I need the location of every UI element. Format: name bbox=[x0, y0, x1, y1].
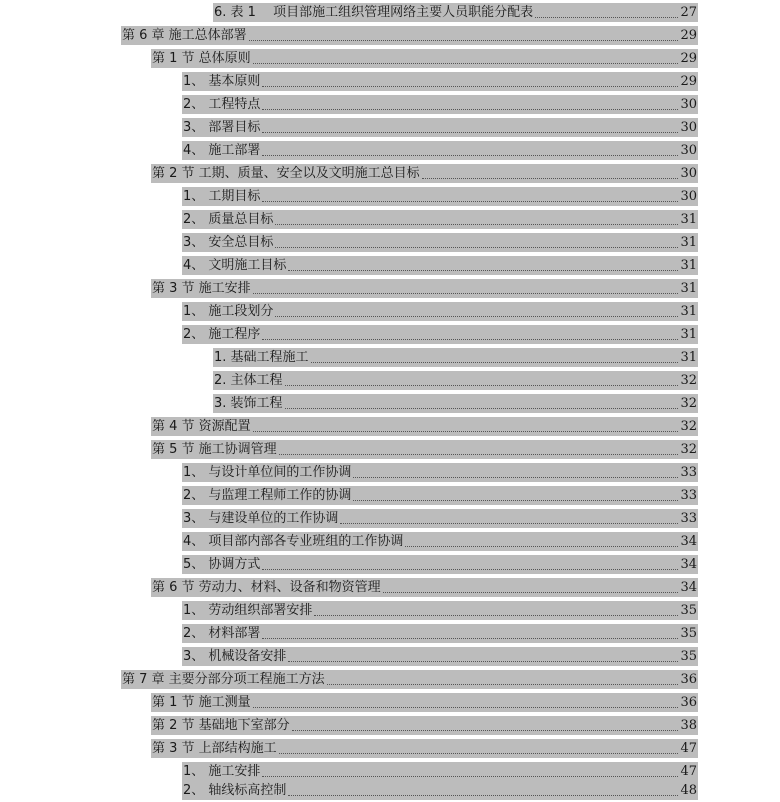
toc-entry-label: 2、 质量总目标 bbox=[183, 212, 274, 227]
toc-entry-label: 2、 材料部署 bbox=[183, 626, 261, 641]
dot-leader bbox=[288, 256, 678, 271]
toc-entry-page: 29 bbox=[680, 51, 697, 66]
toc-entry-label: 6. 表 1 项目部施工组织管理网络主要人员职能分配表 bbox=[214, 5, 534, 20]
toc-entry-label: 5、 协调方式 bbox=[183, 557, 261, 572]
toc-entry-page: 34 bbox=[680, 557, 697, 572]
toc-entry-page: 33 bbox=[680, 488, 697, 503]
toc-entry[interactable] bbox=[182, 118, 698, 137]
dot-leader bbox=[275, 210, 678, 225]
toc-entry-label: 2、 施工程序 bbox=[183, 327, 261, 342]
toc-entry-label: 2. 主体工程 bbox=[214, 373, 283, 388]
toc-entry-label: 2、 工程特点 bbox=[183, 97, 261, 112]
toc-entry-page: 29 bbox=[680, 28, 697, 43]
toc-entry-label: 4、 施工部署 bbox=[183, 143, 261, 158]
toc-entry[interactable] bbox=[182, 302, 698, 321]
dot-leader bbox=[405, 532, 678, 547]
toc-entry[interactable] bbox=[151, 693, 698, 712]
toc-entry-label: 1、 施工段划分 bbox=[183, 304, 274, 319]
toc-entry[interactable] bbox=[182, 762, 698, 781]
toc-entry-page: 32 bbox=[680, 396, 697, 411]
toc-entry-page: 32 bbox=[680, 442, 697, 457]
dot-leader bbox=[262, 187, 678, 202]
toc-entry-page: 33 bbox=[680, 511, 697, 526]
dot-leader bbox=[288, 647, 678, 662]
toc-entry[interactable] bbox=[182, 325, 698, 344]
toc-entry-page: 31 bbox=[680, 235, 697, 250]
toc-entry-label: 第 2 节 基础地下室部分 bbox=[152, 718, 290, 733]
toc-entry-label: 第 5 节 施工协调管理 bbox=[152, 442, 277, 457]
toc-entry-label: 3、 安全总目标 bbox=[183, 235, 274, 250]
toc-entry-page: 47 bbox=[680, 741, 697, 756]
dot-leader bbox=[253, 279, 679, 294]
dot-leader bbox=[275, 302, 678, 317]
toc-entry-label: 1. 基础工程施工 bbox=[214, 350, 309, 365]
toc-entry-page: 33 bbox=[680, 465, 697, 480]
dot-leader bbox=[353, 486, 678, 501]
toc-entry-label: 2、 轴线标高控制 bbox=[183, 783, 287, 798]
dot-leader bbox=[353, 463, 678, 478]
dot-leader bbox=[262, 325, 678, 340]
dot-leader bbox=[253, 693, 679, 708]
toc-entry[interactable] bbox=[151, 440, 698, 459]
toc-entry[interactable] bbox=[182, 210, 698, 229]
toc-entry-label: 3、 部署目标 bbox=[183, 120, 261, 135]
toc-entry-label: 4、 文明施工目标 bbox=[183, 258, 287, 273]
toc-entry-page: 30 bbox=[680, 143, 697, 158]
toc-entry[interactable] bbox=[182, 95, 698, 114]
toc-entry-page: 29 bbox=[680, 74, 697, 89]
toc-entry-label: 2、 与监理工程师工作的协调 bbox=[183, 488, 352, 503]
toc-entry-page: 36 bbox=[680, 695, 697, 710]
toc-entry-page: 35 bbox=[680, 603, 697, 618]
toc-entry-page: 31 bbox=[680, 327, 697, 342]
toc-entry-label: 1、 工期目标 bbox=[183, 189, 261, 204]
dot-leader bbox=[262, 118, 678, 133]
toc-entry-label: 第 7 章 主要分部分项工程施工方法 bbox=[122, 672, 325, 687]
dot-leader bbox=[253, 417, 679, 432]
toc-entry-page: 31 bbox=[680, 350, 697, 365]
toc-entry-page: 27 bbox=[680, 5, 697, 20]
dot-leader bbox=[285, 371, 679, 386]
toc-entry[interactable] bbox=[121, 670, 698, 689]
toc-entry-label: 第 1 节 总体原则 bbox=[152, 51, 251, 66]
toc-entry-label: 3、 与建设单位的工作协调 bbox=[183, 511, 339, 526]
dot-leader bbox=[275, 233, 678, 248]
dot-leader bbox=[292, 716, 679, 731]
toc-entry[interactable] bbox=[213, 394, 698, 413]
toc-entry-label: 1、 施工安排 bbox=[183, 764, 261, 779]
toc-entry-label: 4、 项目部内部各专业班组的工作协调 bbox=[183, 534, 404, 549]
dot-leader bbox=[535, 3, 678, 18]
toc-entry[interactable] bbox=[151, 578, 698, 597]
toc-entry-page: 30 bbox=[680, 97, 697, 112]
toc-entry-label: 第 3 节 施工安排 bbox=[152, 281, 251, 296]
toc-entry-label: 第 6 节 劳动力、材料、设备和物资管理 bbox=[152, 580, 381, 595]
dot-leader bbox=[262, 555, 678, 570]
dot-leader bbox=[249, 26, 679, 41]
dot-leader bbox=[262, 141, 678, 156]
toc-entry[interactable] bbox=[151, 739, 698, 758]
dot-leader bbox=[311, 348, 679, 363]
toc-entry-page: 34 bbox=[680, 580, 697, 595]
toc-entry[interactable] bbox=[182, 486, 698, 505]
toc-entry[interactable] bbox=[182, 256, 698, 275]
dot-leader bbox=[262, 624, 678, 639]
toc-entry[interactable] bbox=[151, 417, 698, 436]
toc-entry[interactable] bbox=[182, 555, 698, 574]
toc-entry-page: 31 bbox=[680, 304, 697, 319]
toc-entry-page: 31 bbox=[680, 212, 697, 227]
dot-leader bbox=[262, 95, 678, 110]
toc-entry[interactable] bbox=[182, 532, 698, 551]
toc-entry-page: 32 bbox=[680, 419, 697, 434]
dot-leader bbox=[285, 394, 679, 409]
dot-leader bbox=[314, 601, 678, 616]
toc-entry[interactable] bbox=[213, 348, 698, 367]
toc-entry-page: 36 bbox=[680, 672, 697, 687]
toc-entry-label: 第 4 节 资源配置 bbox=[152, 419, 251, 434]
toc-entry[interactable] bbox=[213, 371, 698, 390]
toc-entry-page: 30 bbox=[680, 189, 697, 204]
dot-leader bbox=[288, 781, 678, 796]
dot-leader bbox=[279, 739, 679, 754]
toc-entry-page: 32 bbox=[680, 373, 697, 388]
toc-entry[interactable] bbox=[151, 716, 698, 735]
toc-entry[interactable] bbox=[182, 509, 698, 528]
toc-entry-label: 3. 装饰工程 bbox=[214, 396, 283, 411]
toc-entry[interactable] bbox=[182, 141, 698, 160]
toc-entry[interactable] bbox=[182, 72, 698, 91]
toc-entry[interactable] bbox=[121, 26, 698, 45]
dot-leader bbox=[383, 578, 679, 593]
toc-entry-label: 第 3 节 上部结构施工 bbox=[152, 741, 277, 756]
dot-leader bbox=[253, 49, 679, 64]
toc-entry[interactable] bbox=[182, 463, 698, 482]
toc-entry-page: 35 bbox=[680, 649, 697, 664]
toc-entry-page: 35 bbox=[680, 626, 697, 641]
toc-entry-page: 47 bbox=[680, 764, 697, 779]
toc-entry-label: 1、 劳动组织部署安排 bbox=[183, 603, 313, 618]
toc-entry[interactable] bbox=[182, 781, 698, 800]
dot-leader bbox=[340, 509, 678, 524]
toc-entry-page: 30 bbox=[680, 166, 697, 181]
dot-leader bbox=[279, 440, 679, 455]
toc-entry[interactable] bbox=[182, 187, 698, 206]
toc-entry-page: 30 bbox=[680, 120, 697, 135]
toc-entry[interactable] bbox=[151, 49, 698, 68]
toc-entry-label: 1、 基本原则 bbox=[183, 74, 261, 89]
toc-entry[interactable] bbox=[213, 3, 698, 22]
toc-entry[interactable] bbox=[182, 601, 698, 620]
toc-entry[interactable] bbox=[151, 164, 698, 183]
toc-entry-label: 1、 与设计单位间的工作协调 bbox=[183, 465, 352, 480]
dot-leader bbox=[422, 164, 679, 179]
dot-leader bbox=[262, 762, 678, 777]
toc-entry-label: 第 2 节 工期、质量、安全以及文明施工总目标 bbox=[152, 166, 420, 181]
toc-entry-page: 48 bbox=[680, 783, 697, 798]
toc-entry-page: 34 bbox=[680, 534, 697, 549]
toc-entry[interactable] bbox=[182, 233, 698, 252]
toc-entry-label: 第 6 章 施工总体部署 bbox=[122, 28, 247, 43]
toc-entry-label: 第 1 节 施工测量 bbox=[152, 695, 251, 710]
toc-entry[interactable] bbox=[182, 647, 698, 666]
toc-entry-label: 3、 机械设备安排 bbox=[183, 649, 287, 664]
toc-entry[interactable] bbox=[182, 624, 698, 643]
toc-entry-page: 38 bbox=[680, 718, 697, 733]
toc-entry-page: 31 bbox=[680, 258, 697, 273]
dot-leader bbox=[262, 72, 678, 87]
toc-entry[interactable] bbox=[151, 279, 698, 298]
toc-entry-page: 31 bbox=[680, 281, 697, 296]
dot-leader bbox=[327, 670, 679, 685]
